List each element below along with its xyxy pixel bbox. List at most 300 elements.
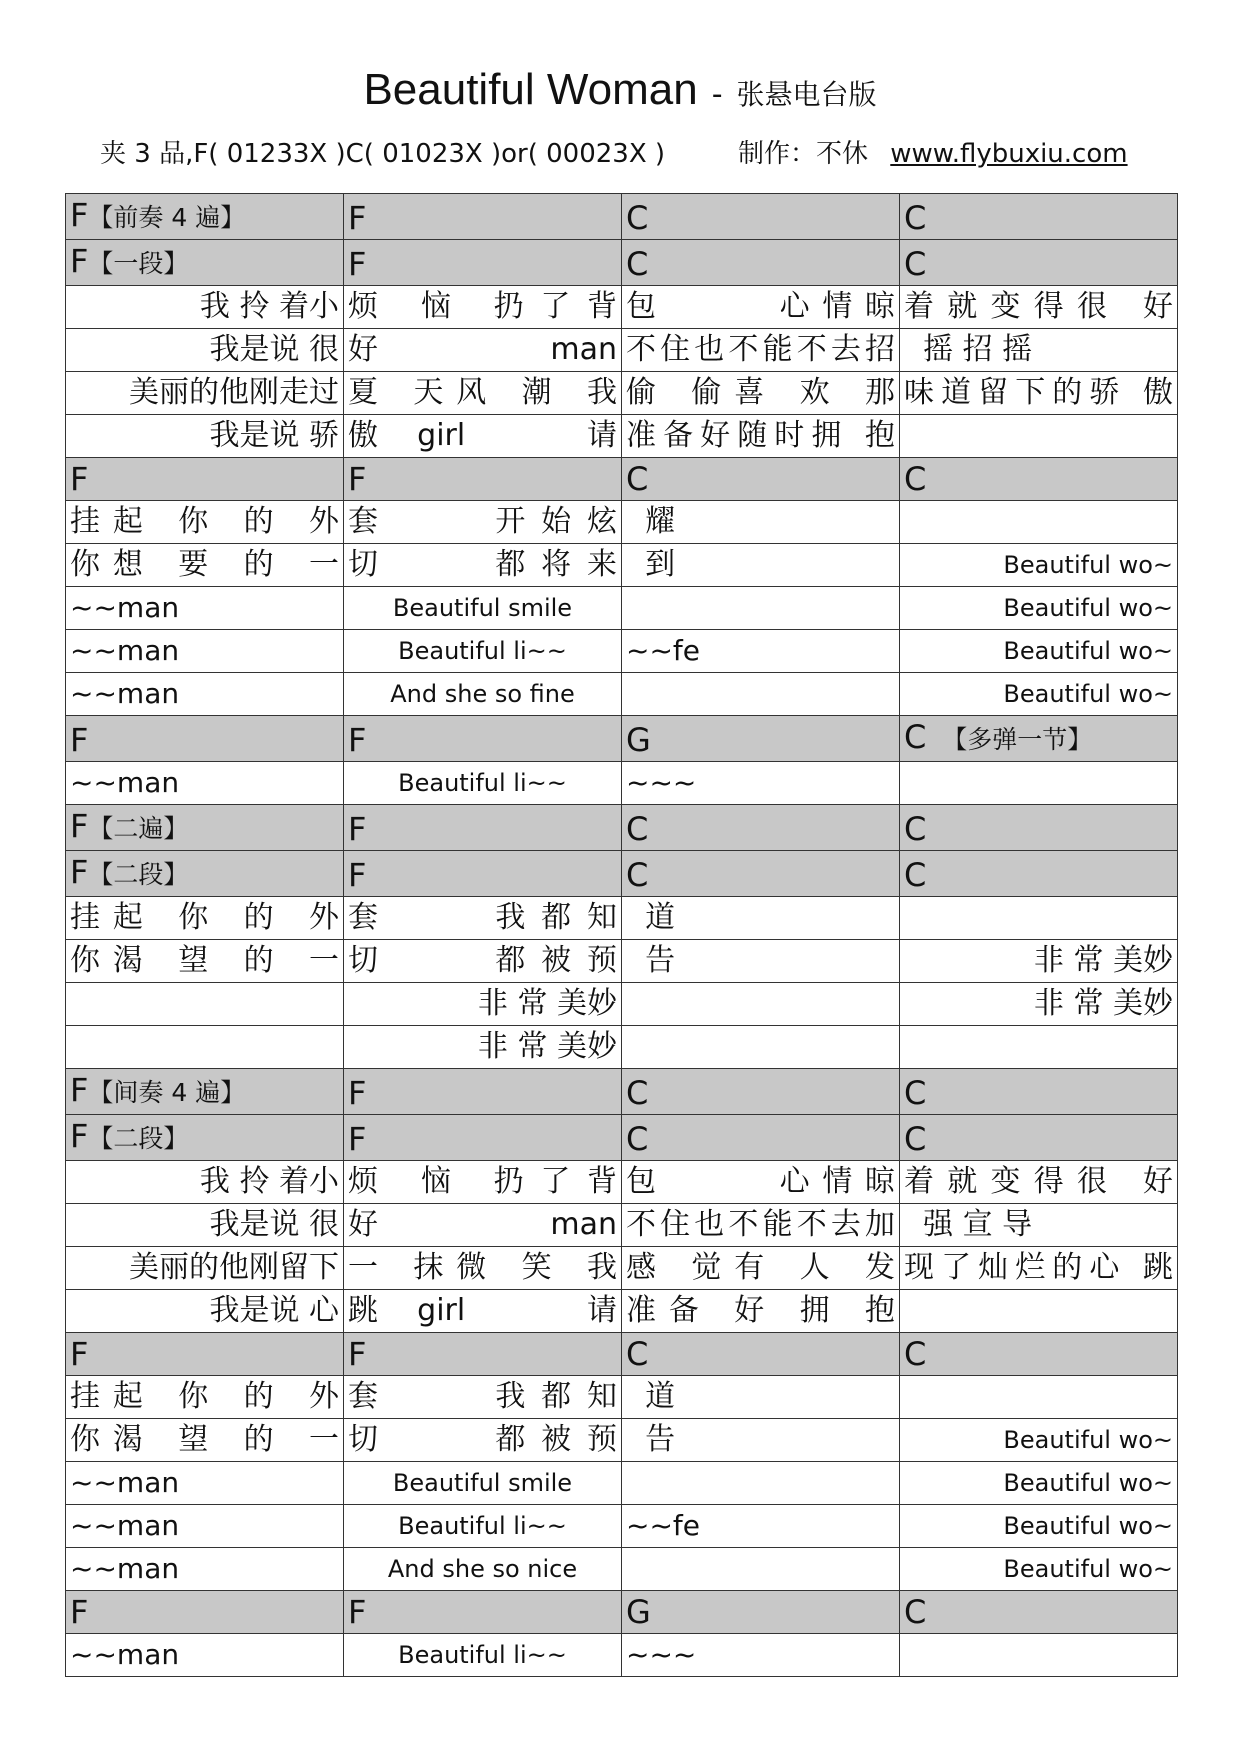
chord-name: C — [904, 1120, 927, 1158]
chord-cell — [344, 1591, 622, 1634]
chord-row — [66, 851, 1178, 897]
lyric-text: ~~man — [70, 591, 180, 624]
lyric-cell — [900, 630, 1178, 673]
lyric-cell — [622, 501, 900, 544]
lyric-cell — [344, 1290, 622, 1333]
lyric-cell — [622, 1290, 900, 1333]
chord-name: C — [626, 199, 649, 237]
lyric-cell — [622, 544, 900, 587]
chord-name: C — [904, 1074, 927, 1112]
lyric-cell — [66, 1462, 344, 1505]
chord-name: F — [348, 810, 367, 848]
lyric-cell — [622, 897, 900, 940]
sheet-body — [66, 194, 1178, 1677]
chord-name: C — [904, 718, 927, 756]
lyric-cell — [344, 983, 622, 1026]
lyric-text: 切 都被预 — [348, 1422, 617, 1457]
lyric-text: Beautiful wo~ — [1003, 680, 1173, 708]
chord-cell — [66, 1115, 344, 1161]
chord-cell — [344, 716, 622, 762]
chord-cell — [66, 805, 344, 851]
lyric-cell — [622, 1505, 900, 1548]
lyric-cell — [900, 501, 1178, 544]
lyric-text: 我 拎 着小 — [171, 289, 339, 324]
lyric-row — [66, 630, 1178, 673]
lyric-row — [66, 1026, 1178, 1069]
lyric-row — [66, 673, 1178, 716]
lyric-text: Beautiful smile — [392, 594, 573, 622]
lyric-text: 着就变得很 好 — [904, 289, 1173, 324]
chord-name: C — [904, 1335, 927, 1373]
lyric-text: 烦 恼 扔了背 — [348, 289, 617, 324]
chord-row — [66, 805, 1178, 851]
song-title: Beautiful Woman — [363, 65, 698, 114]
lyric-cell — [622, 1247, 900, 1290]
chord-cell — [344, 240, 622, 286]
lyric-text: ~~man — [70, 1552, 180, 1585]
lyric-cell — [66, 587, 344, 630]
lyric-text: 套 我都知 — [348, 900, 617, 935]
lyric-text: 道 — [626, 900, 676, 935]
lyric-text: 味道留下的骄 傲 — [904, 375, 1173, 410]
lyric-row — [66, 1634, 1178, 1677]
chord-name: F — [348, 245, 367, 283]
lyric-text: 到 — [626, 547, 676, 582]
lyric-text: ~~~ — [626, 766, 697, 799]
chord-cell — [622, 240, 900, 286]
chord-name: F — [70, 1117, 89, 1155]
lyric-row — [66, 1247, 1178, 1290]
lyric-text: 告 — [626, 943, 676, 978]
lyric-text: 套 我都知 — [348, 1379, 617, 1414]
lyric-text: ~~fe — [626, 634, 701, 667]
lyric-text: 我是说 骄 — [209, 418, 339, 453]
chord-cell — [66, 458, 344, 501]
lyric-cell — [900, 1161, 1178, 1204]
chord-cell — [622, 851, 900, 897]
lyric-cell — [344, 501, 622, 544]
chord-name: F — [70, 807, 89, 845]
chord-name: C — [626, 856, 649, 894]
lyric-text: 准备 好 拥 抱 — [626, 1293, 895, 1328]
lyric-text: 我是说 很 — [209, 1207, 339, 1242]
lyric-cell — [66, 673, 344, 716]
lyric-cell — [622, 286, 900, 329]
chord-name: C — [904, 856, 927, 894]
lyric-cell — [66, 630, 344, 673]
lyric-cell — [900, 940, 1178, 983]
lyric-row — [66, 1376, 1178, 1419]
lyric-cell — [344, 897, 622, 940]
lyric-text: Beautiful li~~ — [398, 1512, 567, 1540]
chord-row — [66, 716, 1178, 762]
chord-name: F — [348, 1074, 367, 1112]
lyric-row — [66, 983, 1178, 1026]
lyric-text: Beautiful li~~ — [398, 1641, 567, 1669]
chord-row — [66, 1069, 1178, 1115]
lyric-text: 美丽的他刚走过 — [129, 375, 339, 410]
lyric-text: Beautiful li~~ — [398, 769, 567, 797]
lyric-text: 我 拎 着小 — [171, 1164, 339, 1199]
chord-cell — [622, 1591, 900, 1634]
lyric-cell — [66, 940, 344, 983]
lyric-row — [66, 940, 1178, 983]
lyric-cell — [344, 1548, 622, 1591]
lyric-cell — [900, 544, 1178, 587]
lyric-cell — [344, 1376, 622, 1419]
lyric-cell — [66, 1204, 344, 1247]
lyric-cell — [66, 983, 344, 1026]
website-link[interactable]: www.flybuxiu.com — [890, 139, 1128, 169]
lyric-text: ~~man — [70, 1638, 180, 1671]
lyric-cell — [900, 1548, 1178, 1591]
lyric-cell — [622, 329, 900, 372]
lyric-row — [66, 286, 1178, 329]
chord-name: G — [626, 721, 651, 759]
lyric-cell — [66, 501, 344, 544]
lyric-cell — [66, 415, 344, 458]
title-separator: - — [711, 77, 723, 112]
lyric-cell — [344, 1204, 622, 1247]
chord-cell — [900, 194, 1178, 240]
lyric-text: 挂起 你 的 外 — [70, 900, 339, 935]
lyric-cell — [66, 286, 344, 329]
chord-cell — [344, 194, 622, 240]
info-line — [100, 136, 1160, 172]
lyric-cell — [66, 1505, 344, 1548]
chord-cell — [622, 716, 900, 762]
lyric-text: ~~man — [70, 766, 180, 799]
lyric-cell — [66, 1419, 344, 1462]
chord-name: C — [904, 460, 927, 498]
chord-cell — [900, 458, 1178, 501]
lyric-cell — [344, 1026, 622, 1069]
chord-cell — [622, 1069, 900, 1115]
chord-name: F — [70, 242, 89, 280]
chord-cell — [900, 716, 1178, 762]
lyric-text: 现了灿烂的心 跳 — [904, 1250, 1173, 1285]
lyric-cell — [66, 544, 344, 587]
lyric-row — [66, 544, 1178, 587]
chord-cell — [622, 458, 900, 501]
lyric-cell — [344, 1247, 622, 1290]
lyric-text: 包 心情晾 — [626, 289, 895, 324]
lyric-cell — [900, 1634, 1178, 1677]
chord-lyric-sheet — [65, 193, 1178, 1677]
lyric-cell — [622, 940, 900, 983]
chord-cell — [66, 194, 344, 240]
lyric-text: Beautiful li~~ — [398, 637, 567, 665]
lyric-cell — [344, 673, 622, 716]
chord-cell — [344, 1069, 622, 1115]
lyric-text: 美丽的他刚留下 — [129, 1250, 339, 1285]
section-tag: 【间奏 4 遍】 — [88, 1078, 246, 1107]
lyric-row — [66, 1290, 1178, 1333]
chord-cell — [66, 851, 344, 897]
lyric-text: 非 常 美妙 — [1033, 943, 1173, 978]
chord-cell — [344, 1115, 622, 1161]
song-version: 张悬电台版 — [736, 78, 877, 111]
lyric-cell — [622, 1419, 900, 1462]
chord-name: F — [348, 721, 367, 759]
lyric-row — [66, 1204, 1178, 1247]
lyric-cell — [622, 630, 900, 673]
lyric-cell — [900, 762, 1178, 805]
chord-cell — [66, 1333, 344, 1376]
lyric-cell — [66, 1026, 344, 1069]
lyric-text: ~~man — [70, 677, 180, 710]
lyric-text: 告 — [626, 1422, 676, 1457]
lyric-text: Beautiful wo~ — [1003, 1555, 1173, 1583]
lyric-cell — [344, 587, 622, 630]
lyric-text: 挂起 你 的 外 — [70, 504, 339, 539]
lyric-text: Beautiful wo~ — [1003, 594, 1173, 622]
lyric-cell — [622, 1548, 900, 1591]
lyric-text: Beautiful wo~ — [1003, 1469, 1173, 1497]
lyric-row — [66, 1161, 1178, 1204]
chord-row — [66, 458, 1178, 501]
lyric-cell — [66, 1376, 344, 1419]
chord-cell — [900, 805, 1178, 851]
lyric-cell — [622, 415, 900, 458]
lyric-text: 你渴 望 的 一 — [70, 943, 339, 978]
lyric-row — [66, 501, 1178, 544]
lyric-cell — [900, 1419, 1178, 1462]
chord-name: F — [70, 1593, 89, 1631]
lyric-text: 不住也不能不去加 — [626, 1207, 895, 1242]
chord-name: C — [904, 245, 927, 283]
lyric-cell — [900, 1026, 1178, 1069]
lyric-text: 好 man — [348, 1207, 617, 1242]
chord-name: C — [626, 245, 649, 283]
lyric-cell — [344, 940, 622, 983]
lyric-text: 切 都将来 — [348, 547, 617, 582]
lyric-row — [66, 762, 1178, 805]
chord-cell — [900, 1591, 1178, 1634]
lyric-text: 我是说 很 — [209, 332, 339, 367]
lyric-text: 准备好随时拥 抱 — [626, 418, 895, 453]
lyric-text: 感 觉有 人 发 — [626, 1250, 895, 1285]
chord-cell — [344, 458, 622, 501]
lyric-text: ~~man — [70, 1466, 180, 1499]
lyric-text: Beautiful smile — [392, 1469, 573, 1497]
lyric-row — [66, 1505, 1178, 1548]
lyric-text: 强 宣 导 — [904, 1207, 1033, 1242]
lyric-text: 非 常 美妙 — [1033, 986, 1173, 1021]
song-title-line — [0, 62, 1240, 123]
lyric-cell — [622, 587, 900, 630]
chord-name: F — [70, 853, 89, 891]
lyric-cell — [622, 1634, 900, 1677]
lyric-cell — [344, 1505, 622, 1548]
lyric-text: 好 man — [348, 332, 617, 367]
lyric-text: 非 常 美妙 — [477, 986, 617, 1021]
section-tag: 【前奏 4 遍】 — [88, 203, 246, 232]
lyric-cell — [900, 1505, 1178, 1548]
lyric-cell — [622, 372, 900, 415]
lyric-cell — [622, 1204, 900, 1247]
chord-row — [66, 240, 1178, 286]
lyric-text: 摇 招 摇 — [904, 332, 1033, 367]
chord-cell — [622, 1115, 900, 1161]
chord-cell — [900, 1333, 1178, 1376]
lyric-row — [66, 372, 1178, 415]
lyric-text: 我是说 心 — [209, 1293, 339, 1328]
lyric-text: Beautiful wo~ — [1003, 1426, 1173, 1454]
lyric-cell — [900, 415, 1178, 458]
lyric-text: 着就变得很 好 — [904, 1164, 1173, 1199]
lyric-row — [66, 1462, 1178, 1505]
lyric-text: Beautiful wo~ — [1003, 1512, 1173, 1540]
lyric-text: 耀 — [626, 504, 676, 539]
chord-name: F — [70, 196, 89, 234]
lyric-cell — [66, 372, 344, 415]
lyric-cell — [622, 1462, 900, 1505]
chord-name: F — [348, 1593, 367, 1631]
chord-row — [66, 1333, 1178, 1376]
lyric-cell — [900, 329, 1178, 372]
chord-cell — [622, 805, 900, 851]
lyric-row — [66, 1419, 1178, 1462]
lyric-text: Beautiful wo~ — [1003, 637, 1173, 665]
lyric-text: ~~man — [70, 1509, 180, 1542]
lyric-text: And she so nice — [387, 1555, 578, 1583]
chord-name: F — [348, 856, 367, 894]
lyric-cell — [622, 983, 900, 1026]
section-tag: 【二段】 — [88, 860, 189, 889]
lyric-cell — [900, 673, 1178, 716]
chord-name: C — [626, 1120, 649, 1158]
lyric-cell — [622, 673, 900, 716]
lyric-cell — [344, 329, 622, 372]
lyric-row — [66, 897, 1178, 940]
lyric-cell — [344, 286, 622, 329]
chord-name: F — [348, 460, 367, 498]
lyric-cell — [66, 1290, 344, 1333]
lyric-text: 傲 girl 请 — [348, 418, 617, 453]
chord-cell — [344, 851, 622, 897]
lyric-cell — [66, 1161, 344, 1204]
lyric-text: ~~fe — [626, 1509, 701, 1542]
lyric-text: 道 — [626, 1379, 676, 1414]
lyric-cell — [900, 1376, 1178, 1419]
lyric-row — [66, 587, 1178, 630]
lyric-cell — [344, 1419, 622, 1462]
section-tag: 【多弹一节】 — [926, 725, 1093, 754]
lyric-text: 切 都被预 — [348, 943, 617, 978]
lyric-cell — [66, 329, 344, 372]
chord-cell — [344, 1333, 622, 1376]
chord-name: F — [348, 1335, 367, 1373]
lyric-text: 套 开始炫 — [348, 504, 617, 539]
lyric-cell — [344, 372, 622, 415]
lyric-cell — [622, 1026, 900, 1069]
lyric-cell — [344, 544, 622, 587]
chord-cell — [900, 851, 1178, 897]
lyric-row — [66, 1548, 1178, 1591]
chord-row — [66, 1115, 1178, 1161]
chord-name: F — [70, 1335, 89, 1373]
capo-chord-info: 夹 3 品,F( 01233X )C( 01023X )or( 00023X ) — [100, 139, 666, 169]
lyric-cell — [900, 286, 1178, 329]
chord-cell — [900, 1115, 1178, 1161]
lyric-text: And she so fine — [390, 680, 575, 708]
chord-cell — [66, 716, 344, 762]
chord-name: C — [904, 199, 927, 237]
lyric-text: 你渴 望 的 一 — [70, 1422, 339, 1457]
lyric-text: 包 心情晾 — [626, 1164, 895, 1199]
credit-block — [738, 136, 1128, 172]
lyric-text: 挂起 你 的 外 — [70, 1379, 339, 1414]
lyric-cell — [900, 1462, 1178, 1505]
chord-name: F — [70, 1071, 89, 1109]
credit-author: 制作：不休 — [738, 139, 869, 169]
lyric-cell — [622, 1376, 900, 1419]
section-tag: 【二段】 — [88, 1124, 189, 1153]
chord-name: F — [70, 721, 89, 759]
chord-row — [66, 1591, 1178, 1634]
lyric-text: 夏 天风 潮 我 — [348, 375, 617, 410]
chord-name: F — [348, 199, 367, 237]
chord-name: C — [626, 1074, 649, 1112]
chord-name: C — [626, 1335, 649, 1373]
lyric-cell — [66, 762, 344, 805]
chord-row — [66, 194, 1178, 240]
chord-cell — [66, 1591, 344, 1634]
lyric-cell — [900, 1290, 1178, 1333]
chord-cell — [900, 240, 1178, 286]
chord-cell — [344, 805, 622, 851]
chord-name: F — [70, 460, 89, 498]
lyric-text: 非 常 美妙 — [477, 1029, 617, 1064]
lyric-cell — [344, 1462, 622, 1505]
lyric-cell — [900, 1204, 1178, 1247]
chord-cell — [66, 1069, 344, 1115]
section-tag: 【一段】 — [88, 249, 189, 278]
lyric-cell — [344, 762, 622, 805]
lyric-cell — [66, 1247, 344, 1290]
section-tag: 【二遍】 — [88, 814, 189, 843]
chord-name: C — [626, 810, 649, 848]
chord-cell — [622, 1333, 900, 1376]
lyric-cell — [66, 1548, 344, 1591]
chord-name: C — [904, 1593, 927, 1631]
lyric-cell — [66, 897, 344, 940]
lyric-text: 跳 girl 请 — [348, 1293, 617, 1328]
lyric-text: 烦 恼 扔了背 — [348, 1164, 617, 1199]
lyric-text: 你想 要 的 一 — [70, 547, 339, 582]
lyric-text: 偷 偷喜 欢 那 — [626, 375, 895, 410]
lyric-cell — [900, 983, 1178, 1026]
lyric-row — [66, 415, 1178, 458]
lyric-cell — [900, 1247, 1178, 1290]
lyric-text: 不住也不能不去招 — [626, 332, 895, 367]
lyric-cell — [622, 762, 900, 805]
lyric-cell — [900, 372, 1178, 415]
lyric-cell — [344, 415, 622, 458]
lyric-text: ~~~ — [626, 1638, 697, 1671]
chord-cell — [900, 1069, 1178, 1115]
lyric-text: ~~man — [70, 634, 180, 667]
lyric-cell — [344, 1634, 622, 1677]
chord-name: C — [904, 810, 927, 848]
chord-name: F — [348, 1120, 367, 1158]
lyric-text: 一 抹微 笑 我 — [348, 1250, 617, 1285]
chord-cell — [66, 240, 344, 286]
chord-name: C — [626, 460, 649, 498]
lyric-cell — [900, 587, 1178, 630]
lyric-cell — [900, 897, 1178, 940]
